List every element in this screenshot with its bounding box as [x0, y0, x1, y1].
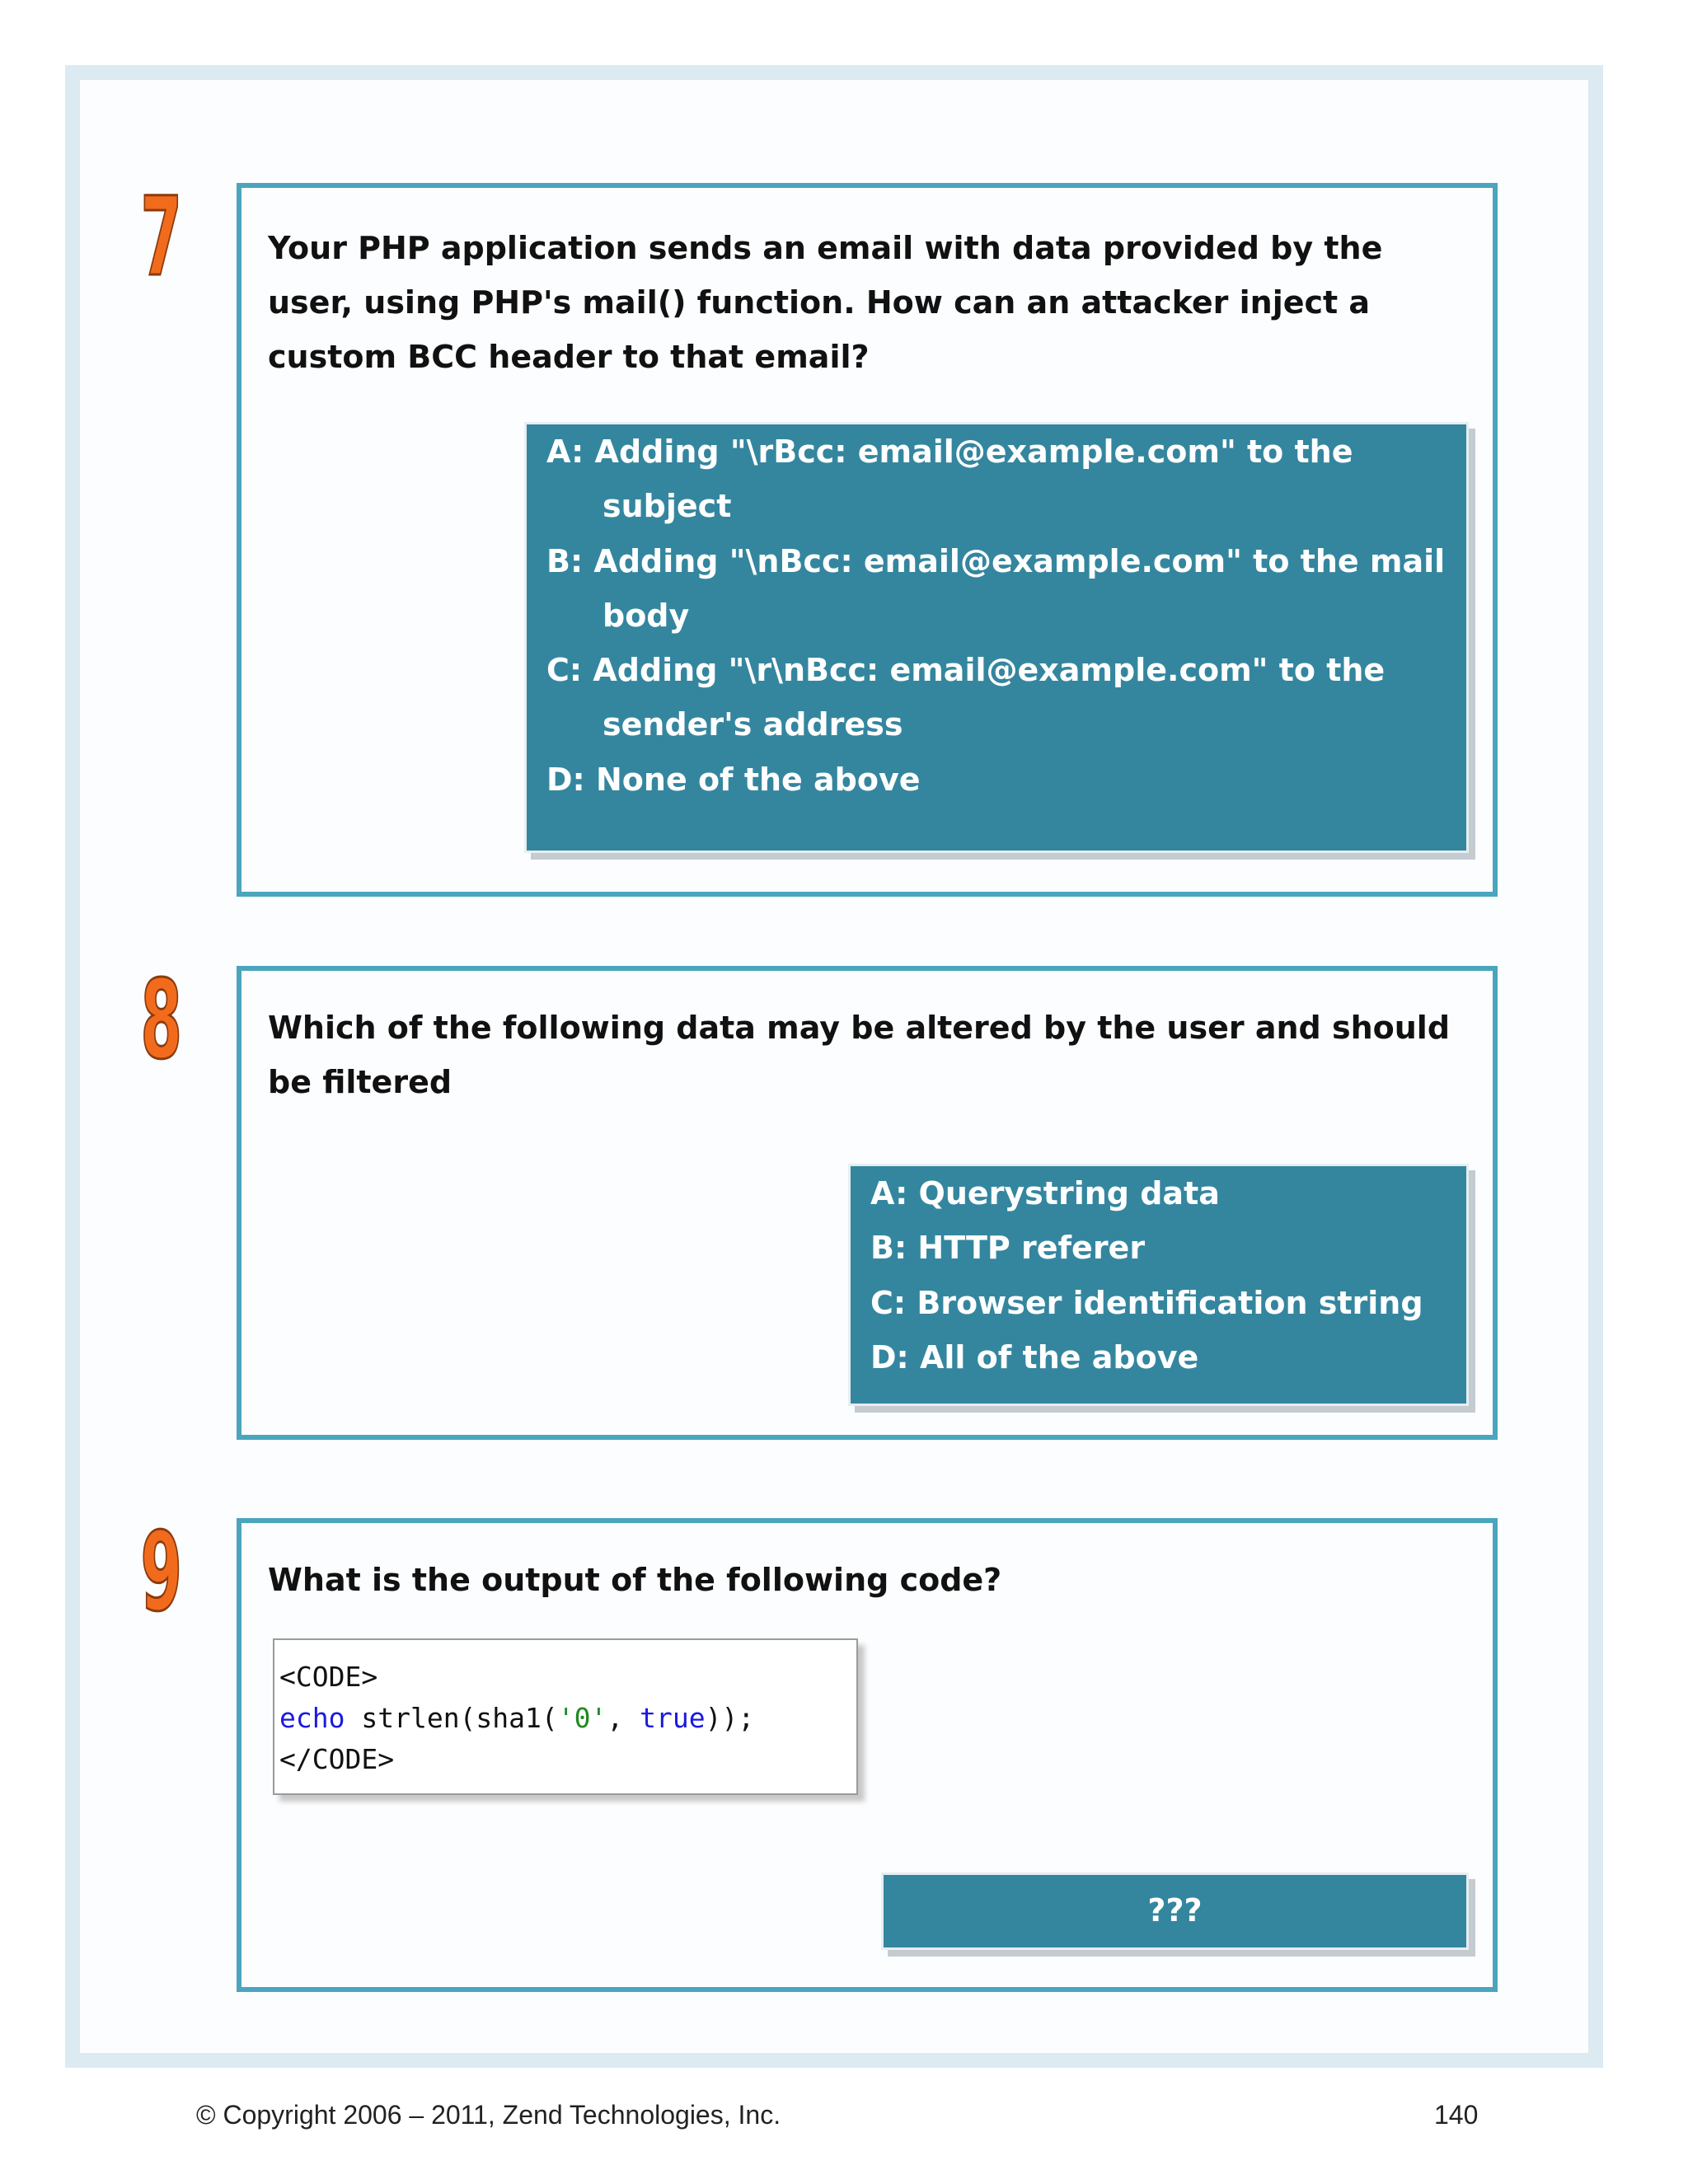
- option-letter: D:: [870, 1339, 909, 1376]
- option-text: Adding "\rBcc: email@example.com" to the: [594, 434, 1353, 470]
- option-letter: D:: [546, 762, 585, 798]
- question-8-option-b[interactable]: [870, 1221, 1458, 1275]
- option-letter: A:: [870, 1175, 908, 1212]
- question-7-option-a[interactable]: [546, 424, 1458, 533]
- question-7-box: [237, 183, 1498, 897]
- option-letter: B:: [546, 543, 584, 579]
- code-string: '0': [557, 1702, 607, 1734]
- question-8-answers: [848, 1164, 1469, 1406]
- option-text: Adding "\r\nBcc: email@example.com" to the: [593, 652, 1386, 688]
- question-7-text: Your PHP application sends an email with data provided by the user, using PHP's mail() function. How can an attacker inject a custom BCC header to that email?: [268, 230, 1383, 375]
- question-number-7: 7: [140, 174, 183, 301]
- question-8-text: Which of the following data may be altered by the user and should be filtered: [268, 1010, 1451, 1100]
- code-fragment: strlen(sha1(: [345, 1702, 558, 1734]
- code-open-tag: <CODE>: [279, 1661, 378, 1693]
- question-8-box: [237, 966, 1498, 1440]
- option-text: Querystring data: [918, 1175, 1220, 1212]
- option-text: Browser identification string: [917, 1285, 1423, 1321]
- option-letter: C:: [870, 1285, 907, 1321]
- question-9-text: What is the output of the following code?: [268, 1562, 1002, 1598]
- question-8-option-d[interactable]: [870, 1330, 1458, 1385]
- option-text: HTTP referer: [917, 1230, 1146, 1266]
- question-number-8: 8: [140, 957, 183, 1084]
- copyright-footer: © Copyright 2006 – 2011, Zend Technologies, Inc.: [196, 2100, 781, 2130]
- code-close-tag: </CODE>: [279, 1743, 395, 1775]
- question-7-option-c[interactable]: [546, 643, 1458, 752]
- option-text-cont: subject: [603, 488, 732, 524]
- option-letter: A:: [546, 434, 584, 470]
- option-letter: C:: [546, 652, 583, 688]
- option-text-cont: body: [603, 598, 690, 634]
- question-9-answer[interactable]: ???: [881, 1872, 1469, 1950]
- option-letter: B:: [870, 1230, 907, 1266]
- option-text: None of the above: [595, 762, 921, 798]
- question-7-option-d[interactable]: [546, 752, 1458, 807]
- code-snippet: [273, 1638, 858, 1795]
- question-number-9: 9: [140, 1509, 183, 1636]
- question-8-option-c[interactable]: [870, 1276, 1458, 1330]
- code-fragment: ,: [607, 1702, 640, 1734]
- question-8-option-a[interactable]: [870, 1166, 1458, 1221]
- question-9-box: [237, 1518, 1498, 1992]
- code-keyword-true: true: [640, 1702, 706, 1734]
- question-7-option-b[interactable]: [546, 534, 1458, 643]
- code-keyword-echo: echo: [279, 1702, 345, 1734]
- option-text: All of the above: [919, 1339, 1199, 1376]
- option-text: Adding "\nBcc: email@example.com" to the mail: [593, 543, 1446, 579]
- option-text-cont: sender's address: [603, 706, 903, 743]
- code-fragment: ));: [705, 1702, 755, 1734]
- page-number: 140: [1434, 2100, 1479, 2130]
- question-7-answers: [524, 422, 1469, 853]
